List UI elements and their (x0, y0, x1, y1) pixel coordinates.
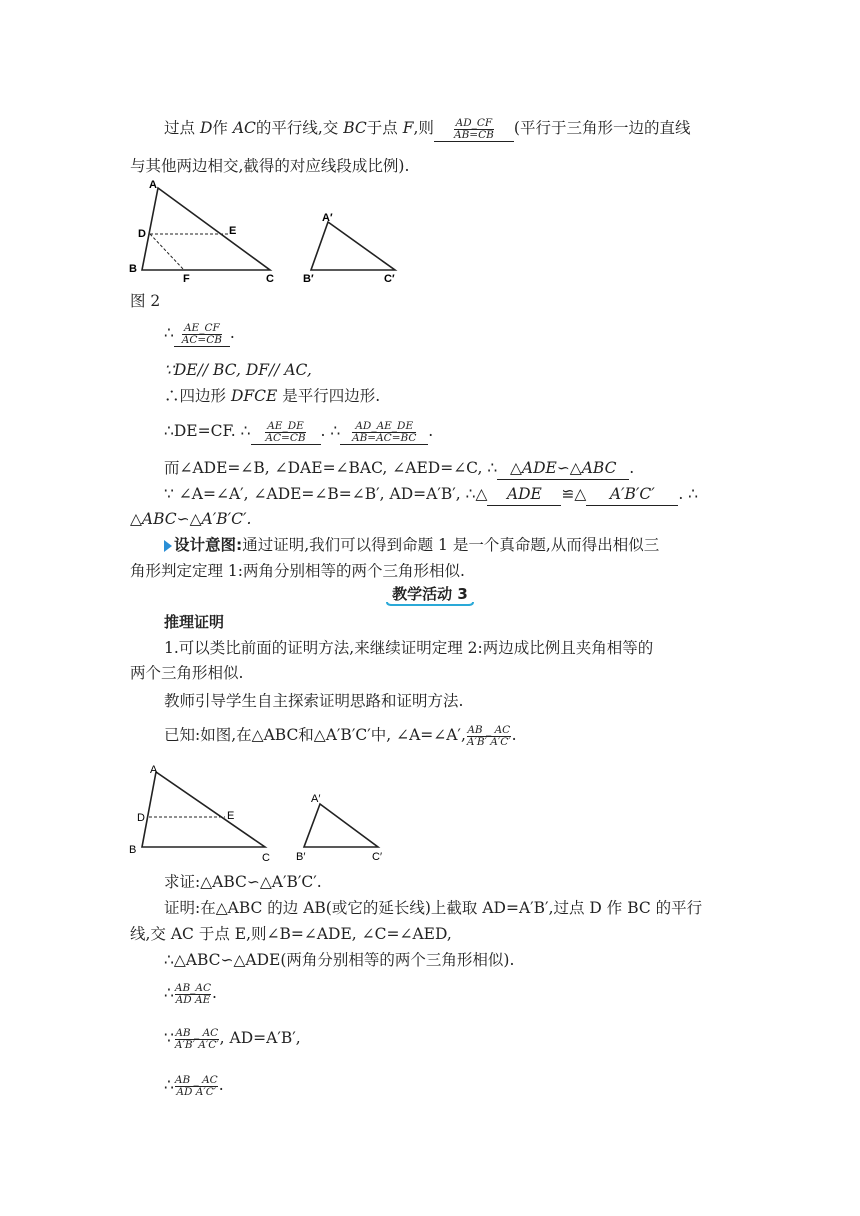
given-line (164, 724, 517, 748)
answer-blank (340, 420, 428, 445)
point-label: F (402, 119, 414, 137)
text: . ∴ (320, 422, 341, 440)
fraction-numerator: AE_CF (183, 321, 220, 334)
design-intent-line (164, 534, 659, 556)
design-intent-label: 设计意图: (174, 536, 243, 554)
fraction-numerator: AD_CF (455, 116, 493, 129)
label-c-prime: C′ (384, 273, 395, 285)
fraction (352, 421, 416, 444)
answer-blank: A′B′C′ (586, 483, 678, 506)
triangle-a2b2c2 (311, 222, 395, 270)
fraction-numerator: AB _ AC (467, 723, 511, 736)
label-a: A (149, 179, 157, 191)
text: ≌△ (561, 485, 587, 503)
text: 已知:如图,在△ABC和△A′B′C′中, ∠A=∠A′, (164, 726, 466, 744)
paragraph-line: 与其他两边相交,截得的对应线段成比例). (130, 157, 410, 175)
label-a: A (150, 764, 158, 776)
statement-line (164, 457, 634, 480)
text: 四边形 (179, 387, 231, 405)
fraction-numerator: AE_DE (267, 419, 304, 432)
activity-heading (384, 582, 476, 606)
text: ∵ ∠A=∠A′, ∠ADE=∠B=∠B′, AD=A′B′, ∴△ (164, 485, 488, 503)
text: . (218, 1076, 224, 1094)
proof-line (164, 1074, 224, 1098)
fraction-denominator: AB=AC=BC (352, 431, 417, 444)
proof-line: 线,交 AC 于点 E,则∠B=∠ADE, ∠C=∠AED, (130, 925, 452, 943)
text: ∴DE=CF. ∴ (164, 422, 251, 440)
paragraph-line (164, 117, 690, 142)
fraction (175, 1028, 219, 1051)
statement-line: △ABC∽△A′B′C′. (130, 510, 252, 528)
label-b-prime: B′ (303, 273, 314, 285)
fraction (265, 421, 305, 444)
label-c: C (262, 852, 270, 864)
label-d: D (138, 228, 146, 240)
label-b-prime: B′ (296, 851, 306, 863)
fraction (175, 983, 211, 1006)
text: 过点 (164, 119, 200, 137)
paragraph-line: 角形判定定理 1:两角分别相等的两个三角形相似. (130, 562, 465, 580)
label-c-prime: C′ (372, 851, 383, 863)
fraction-denominator: AC=CB (181, 333, 222, 346)
fraction (175, 1075, 218, 1098)
text: . (212, 984, 217, 1002)
text: . ∴ (678, 485, 699, 503)
label-d: D (137, 812, 145, 824)
triangle-abc (142, 772, 265, 847)
therefore-symbol: ∴ (164, 387, 180, 405)
paragraph-line: 两个三角形相似. (130, 664, 244, 682)
shape-label: DFCE (230, 387, 278, 405)
proof-line: ∴△ABC∽△ADE(两角分别相等的两个三角形相似). (164, 951, 515, 969)
answer-blank: ADE (487, 483, 561, 506)
paragraph-line: 1.可以类比前面的证明方法,来继续证明定理 2:两边成比例且夹角相等的 (164, 639, 654, 657)
therefore-symbol: ∴ (164, 324, 174, 342)
section-title: 推理证明 (164, 613, 225, 631)
proof-line (164, 982, 217, 1006)
because-symbol: ∵ (164, 1029, 174, 1047)
text: 作 (212, 119, 233, 137)
figure-similar-triangles-1 (118, 176, 418, 286)
statement-line (164, 420, 433, 445)
fraction-numerator: AB _ AC (175, 1026, 219, 1039)
prove-line: 求证:△ABC∽△A′B′C′. (164, 873, 322, 891)
triangle-a2b2c2 (304, 804, 378, 847)
text: (平行于三角形一边的直线 (513, 119, 691, 137)
proof-line: 证明:在△ABC 的边 AB(或它的延长线)上截取 AD=A′B′,过点 D 作 BC 的平行 (164, 899, 703, 917)
point-label: D (199, 119, 213, 137)
text: 是平行四边形. (277, 387, 381, 405)
statement-line (164, 385, 380, 407)
text: . (629, 459, 635, 477)
statement-line (164, 322, 235, 347)
fraction (467, 725, 511, 748)
text: , AD=A′B′, (219, 1029, 301, 1047)
label-e: E (227, 810, 235, 822)
segment-label: AC (232, 119, 256, 137)
fraction-denominator: A′B′ A′C′ (174, 1038, 219, 1051)
fraction-denominator: AD AE (175, 993, 211, 1006)
label-f: F (183, 273, 190, 285)
text: 通过证明,我们可以得到命题 1 是一个真命题,从而得出相似三 (242, 536, 660, 554)
text: 于点 (366, 119, 403, 137)
fraction-numerator: AD_AE_DE (355, 419, 414, 432)
text: . (229, 324, 235, 342)
text: . (428, 422, 434, 440)
answer-blank (174, 322, 230, 347)
fraction-denominator: A′B′ A′C′ (466, 735, 511, 748)
proof-line (164, 1027, 301, 1051)
fraction-numerator: AB_AC (174, 981, 212, 994)
answer-blank (251, 420, 321, 445)
text: 而∠ADE=∠B, ∠DAE=∠BAC, ∠AED=∠C, ∴ (164, 459, 498, 477)
label-b: B (129, 263, 137, 275)
statement-line: ∵DE// BC, DF// AC, (164, 361, 312, 379)
triangle-abc (142, 188, 270, 270)
fraction-denominator: AB=CB (453, 128, 494, 141)
text: 的平行线,交 (255, 119, 344, 137)
label-a-prime: A′ (311, 793, 321, 805)
label-a-prime: A′ (322, 212, 333, 224)
answer-blank: △ADE∽△ABC (497, 457, 629, 480)
label-c: C (266, 273, 274, 285)
figure-caption: 图 2 (130, 292, 161, 310)
text: ,则 (413, 119, 434, 137)
therefore-symbol: ∴ (164, 1076, 174, 1094)
label-e: E (229, 225, 237, 237)
fraction (182, 323, 222, 346)
fraction-denominator: AC=CB (265, 431, 306, 444)
paragraph-line: 教师引导学生自主探索证明思路和证明方法. (164, 692, 464, 710)
segment-label: BC (343, 119, 367, 137)
figure-similar-triangles-2 (122, 760, 402, 866)
text: . (511, 726, 517, 744)
segment-df (150, 234, 184, 270)
statement-line (164, 483, 698, 506)
fraction-denominator: AD A′C′ (176, 1085, 217, 1098)
activity-title: 教学活动 3 (392, 585, 468, 603)
triangle-bullet-icon (164, 540, 172, 552)
fraction (454, 118, 494, 141)
label-b: B (129, 844, 137, 856)
fraction-numerator: AB _ AC (174, 1073, 218, 1086)
therefore-symbol: ∴ (164, 984, 174, 1002)
answer-blank (434, 117, 514, 142)
